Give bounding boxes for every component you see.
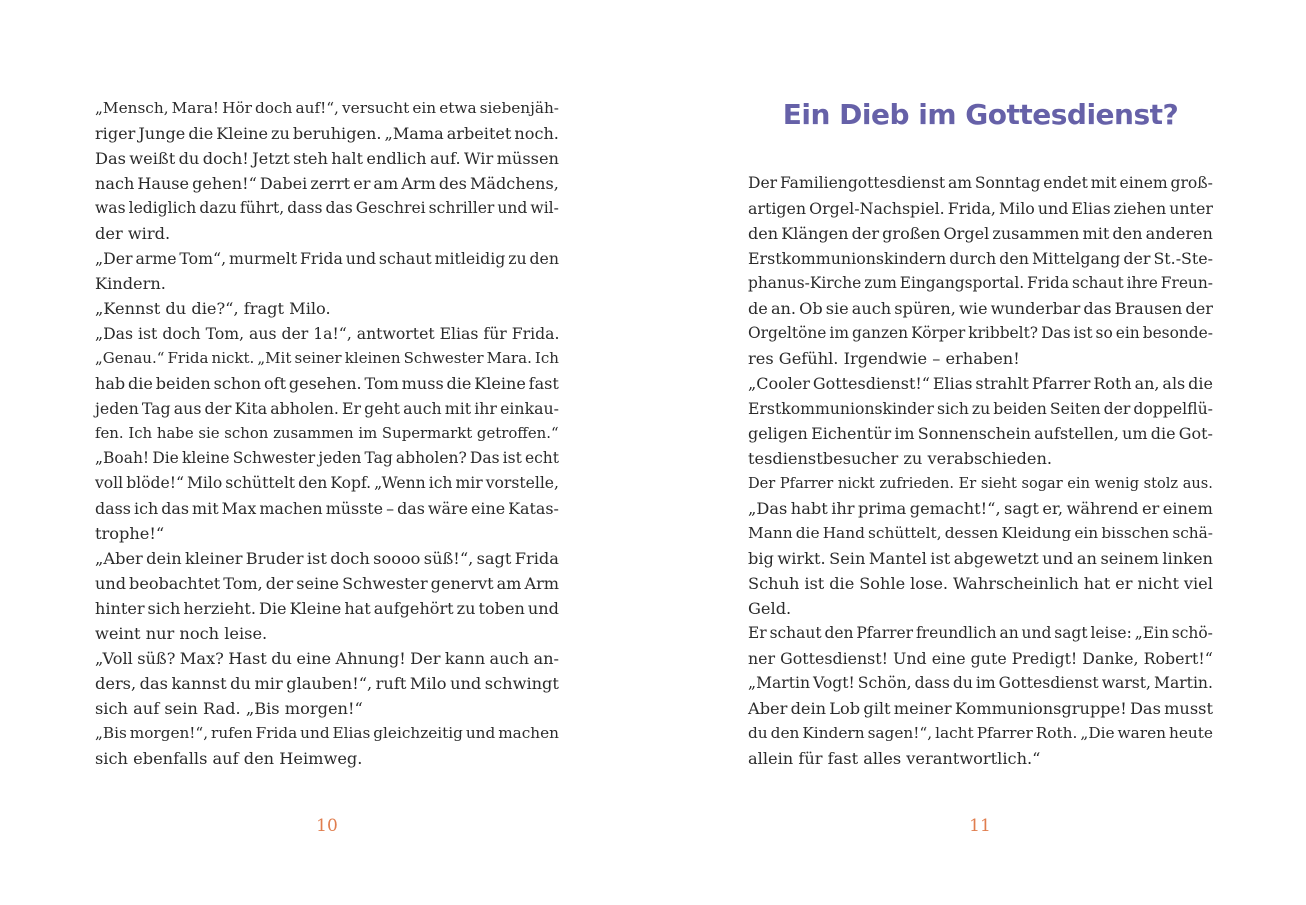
text-line: ner Gottesdienst! Und eine gute Predigt! Danke, Robert!“ xyxy=(748,649,1213,668)
text-line: Geld. xyxy=(748,599,792,618)
text-line: „Boah! Die kleine Schwester jeden Tag abholen? Das ist echt xyxy=(95,449,559,467)
text-line: hab die beiden schon oft gesehen. Tom muss die Kleine fast xyxy=(95,374,559,393)
text-line: was lediglich dazu führt, dass das Geschrei schriller und wil- xyxy=(95,199,559,217)
text-line: du den Kindern sagen!“, lacht Pfarrer Roth. „Die waren heute xyxy=(748,724,1213,742)
text-line: „Aber dein kleiner Bruder ist doch soooo süß!“, sagt Frida xyxy=(95,549,559,568)
text-line: de an. Ob sie auch spüren, wie wunderbar das Brausen der xyxy=(748,299,1213,318)
text-line: jeden Tag aus der Kita abholen. Er geht auch mit ihr einkau- xyxy=(95,399,559,418)
text-line: allein für fast alles verantwortlich.“ xyxy=(748,749,1041,768)
text-line: Erstkommunionskindern durch den Mittelgang der St.-Ste- xyxy=(748,249,1213,268)
text-line: tesdienstbesucher zu verabschieden. xyxy=(748,449,1053,468)
right-page xyxy=(653,0,1306,905)
text-line: „Kennst du die?“, fragt Milo. xyxy=(95,299,331,318)
text-line: riger Junge die Kleine zu beruhigen. „Mama arbeitet noch. xyxy=(95,124,559,143)
text-line: Schuh ist die Sohle lose. Wahrscheinlich hat er nicht viel xyxy=(748,574,1213,593)
text-line: „Cooler Gottesdienst!“ Elias strahlt Pfarrer Roth an, als die xyxy=(748,374,1213,393)
text-line: Aber dein Lob gilt meiner Kommunionsgruppe! Das musst xyxy=(748,699,1213,718)
text-line: Kindern. xyxy=(95,274,166,293)
text-line: „Martin Vogt! Schön, dass du im Gottesdienst warst, Martin. xyxy=(748,674,1213,692)
text-line: Das weißt du doch! Jetzt steh halt endlich auf. Wir müssen xyxy=(95,149,559,168)
text-line: Der Pfarrer nickt zufrieden. Er sieht sogar ein wenig stolz aus. xyxy=(748,475,1213,492)
text-line: und beobachtet Tom, der seine Schwester genervt am Arm xyxy=(95,574,559,593)
text-line: artigen Orgel-Nachspiel. Frida, Milo und Elias ziehen unter xyxy=(748,199,1213,218)
text-line: „Das habt ihr prima gemacht!“, sagt er, während er einem xyxy=(748,499,1213,518)
text-line: Erstkommunionskinder sich zu beiden Seiten der doppelflü- xyxy=(748,399,1213,418)
text-line: dass ich das mit Max machen müsste – das wäre eine Katas- xyxy=(95,499,559,518)
text-line: nach Hause gehen!“ Dabei zerrt er am Arm des Mädchens, xyxy=(95,174,559,193)
text-line: fen. Ich habe sie schon zusammen im Supermarkt getroffen.“ xyxy=(95,424,559,442)
text-line: „Das ist doch Tom, aus der 1a!“, antwortet Elias für Frida. xyxy=(95,324,560,343)
text-line: Er schaut den Pfarrer freundlich an und sagt leise: „Ein schö- xyxy=(748,624,1213,642)
text-line: trophe!“ xyxy=(95,524,165,543)
text-line: „Voll süß? Max? Hast du eine Ahnung! Der kann auch an- xyxy=(95,649,559,668)
text-line: „Der arme Tom“, murmelt Frida und schaut mitleidig zu den xyxy=(95,249,559,268)
text-line: weint nur noch leise. xyxy=(95,624,268,643)
text-line: sich ebenfalls auf den Heimweg. xyxy=(95,749,363,768)
text-line: der wird. xyxy=(95,224,171,243)
left-page-number: 10 xyxy=(316,816,338,836)
text-line: voll blöde!“ Milo schüttelt den Kopf. „Wenn ich mir vorstelle, xyxy=(95,474,559,492)
text-line: „Genau.“ Frida nickt. „Mit seiner kleinen Schwester Mara. Ich xyxy=(95,349,559,367)
text-line: phanus-Kirche zum Eingangsportal. Frida schaut ihre Freun- xyxy=(748,274,1213,292)
text-line: den Klängen der großen Orgel zusammen mit den anderen xyxy=(748,224,1213,243)
text-line: ders, das kannst du mir glauben!“, ruft Milo und schwingt xyxy=(95,674,559,693)
text-line: Mann die Hand schüttelt, dessen Kleidung ein bisschen schä- xyxy=(748,524,1213,542)
text-line: Der Familiengottesdienst am Sonntag endet mit einem groß- xyxy=(748,174,1213,192)
text-line: res Gefühl. Irgendwie – erhaben! xyxy=(748,349,1020,368)
text-line: „Mensch, Mara! Hör doch auf!“, versucht ein etwa siebenjäh- xyxy=(95,99,559,117)
text-line: geligen Eichentür im Sonnenschein aufstellen, um die Got- xyxy=(748,424,1213,443)
text-line: Orgeltöne im ganzen Körper kribbelt? Das ist so ein besonde- xyxy=(748,324,1213,342)
text-line: „Bis morgen!“, rufen Frida und Elias gleichzeitig und machen xyxy=(95,724,559,742)
text-line: sich auf sein Rad. „Bis morgen!“ xyxy=(95,699,363,718)
chapter-title: Ein Dieb im Gottesdienst? xyxy=(782,98,1179,131)
text-line: big wirkt. Sein Mantel ist abgewetzt und an seinem linken xyxy=(748,549,1213,568)
text-line: hinter sich herzieht. Die Kleine hat aufgehört zu toben und xyxy=(95,599,559,618)
right-page-number: 11 xyxy=(969,816,991,836)
